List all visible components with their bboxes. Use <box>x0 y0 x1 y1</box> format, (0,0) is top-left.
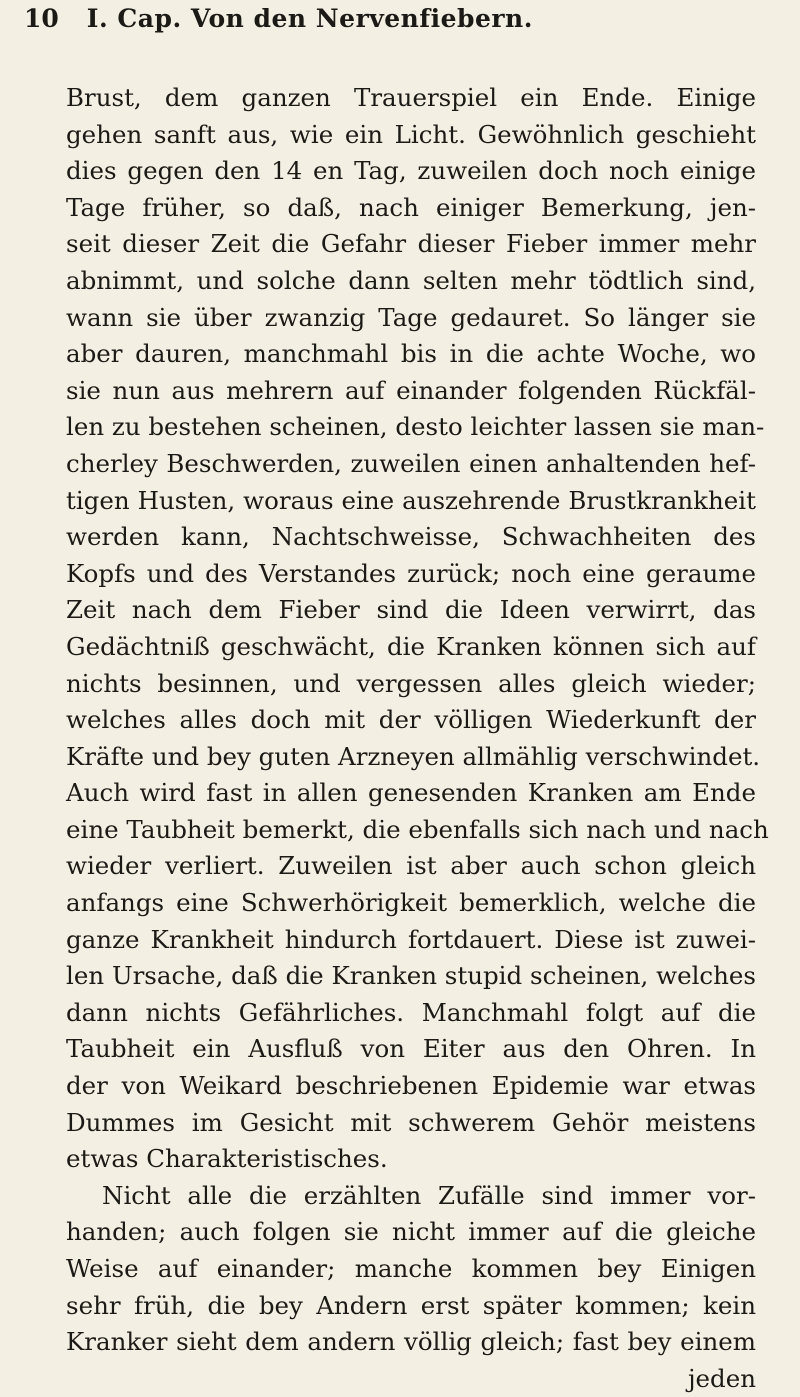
text-line: nichts besinnen, und vergessen alles gleich wieder; <box>66 668 756 698</box>
text-line: handen; auch folgen sie nicht immer auf die gleiche <box>66 1217 756 1247</box>
text-line: abnimmt, und solche dann selten mehr tödtlich sind, <box>66 265 756 295</box>
text-line: Taubheit ein Ausfluß von Eiter aus den Ohren. In <box>66 1034 756 1064</box>
catchword: jeden <box>687 1363 756 1393</box>
text-line: seit dieser Zeit die Gefahr dieser Fieber immer mehr <box>66 229 756 259</box>
text-line: Gedächtniß geschwächt, die Kranken können sich auf <box>66 631 756 661</box>
running-head: I. Cap. Von den Nervenfiebern. <box>86 4 533 33</box>
text-line: sehr früh, die bey Andern erst später kommen; kein <box>66 1290 756 1320</box>
text-line: dann nichts Gefährliches. Manchmahl folgt auf die <box>66 997 756 1027</box>
text-line: Kräfte und bey guten Arzneyen allmählig verschwindet. <box>66 741 761 771</box>
text-line: len Ursache, daß die Kranken stupid scheinen, welches <box>66 961 756 991</box>
page-header <box>24 4 754 44</box>
text-line: ganze Krankheit hindurch fortdauert. Diese ist zuwei- <box>66 924 756 954</box>
text-line: Auch wird fast in allen genesenden Kranken am Ende <box>66 778 756 808</box>
text-line: aber dauren, manchmahl bis in die achte Woche, wo <box>66 339 756 369</box>
text-line: Brust, dem ganzen Trauerspiel ein Ende. Einige <box>66 83 756 112</box>
text-line: wann sie über zwanzig Tage gedauret. So länger sie <box>66 302 756 332</box>
text-line: der von Weikard beschriebenen Epidemie war etwas <box>66 1071 756 1101</box>
text-line: Tage früher, so daß, nach einiger Bemerkung, jen- <box>66 192 756 222</box>
text-line: wieder verliert. Zuweilen ist aber auch schon gleich <box>66 851 756 881</box>
text-line: Kranker sieht dem andern völlig gleich; fast bey einem <box>66 1327 756 1357</box>
text-line: Dummes im Gesicht mit schwerem Gehör meistens <box>66 1107 756 1137</box>
text-line: dies gegen den 14 en Tag, zuweilen doch noch einige <box>66 156 756 186</box>
text-line: tigen Husten, woraus eine auszehrende Brustkrankheit <box>66 485 756 515</box>
text-line: gehen sanft aus, wie ein Licht. Gewöhnlich geschieht <box>66 119 756 149</box>
text-line: len zu bestehen scheinen, desto leichter lassen sie man- <box>66 412 765 442</box>
text-line: eine Taubheit bemerkt, die ebenfalls sich nach und nach <box>66 814 769 844</box>
text-line: Weise auf einander; manche kommen bey Einigen <box>66 1254 756 1283</box>
text-line: werden kann, Nachtschweisse, Schwachheiten des <box>66 522 756 552</box>
text-line: sie nun aus mehrern auf einander folgenden Rückfäl- <box>66 375 756 405</box>
text-line: Zeit nach dem Fieber sind die Ideen verwirrt, das <box>66 595 756 625</box>
body-text <box>66 80 769 1397</box>
page-number: 10 <box>24 4 59 33</box>
text-line: Kopfs und des Verstandes zurück; noch eine geraume <box>66 558 756 588</box>
text-line: cherley Beschwerden, zuweilen einen anhaltenden hef- <box>66 448 756 478</box>
text-line: Nicht alle die erzählten Zufälle sind immer vor- <box>102 1180 756 1210</box>
text-line: etwas Charakteristisches. <box>66 1144 388 1174</box>
text-line: welches alles doch mit der völligen Wiederkunft der <box>66 705 756 735</box>
text-line: anfangs eine Schwerhörigkeit bemerklich, welche die <box>66 888 756 918</box>
